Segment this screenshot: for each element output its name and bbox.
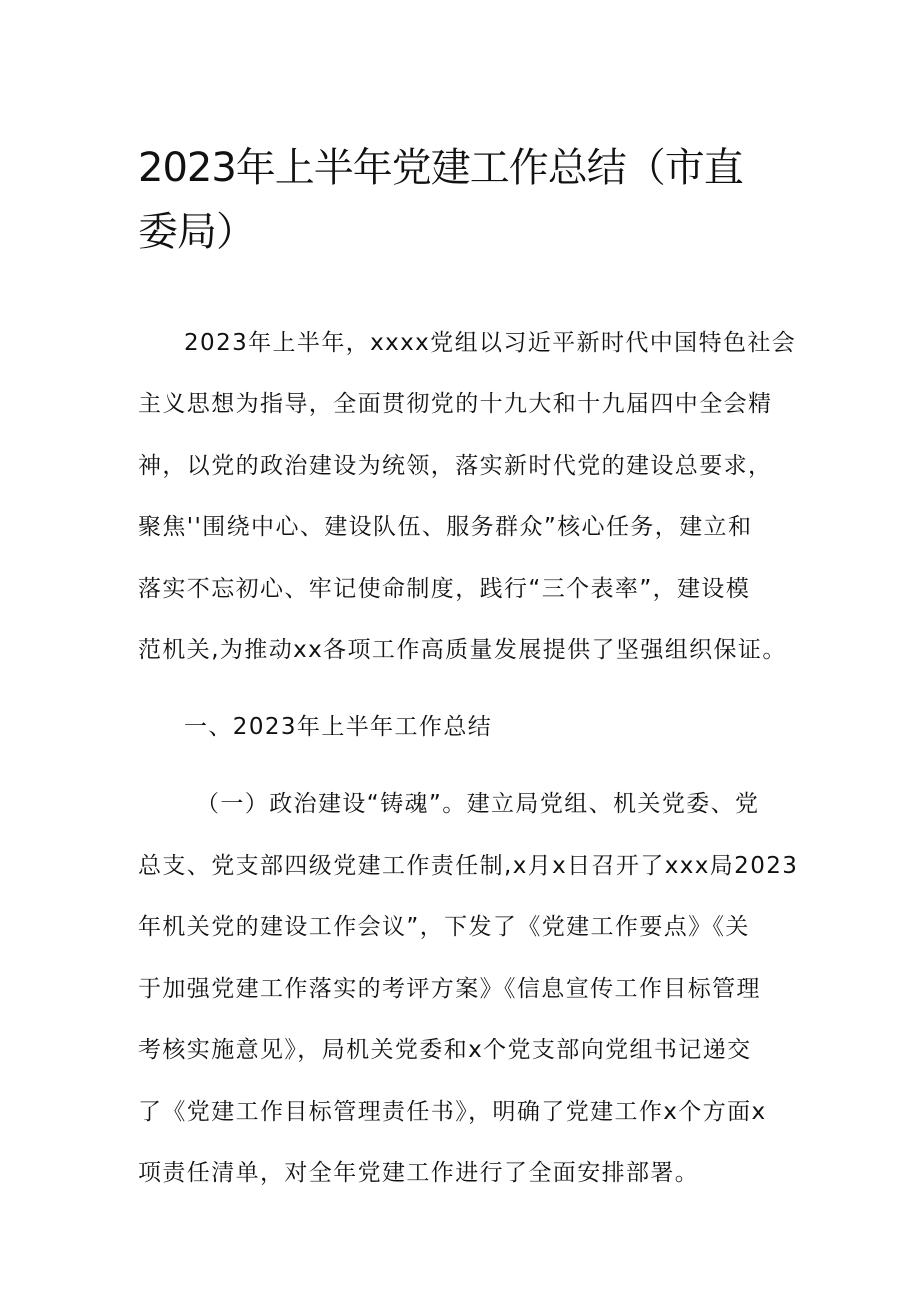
- section-heading: 一、2023年上半年工作总结: [184, 714, 493, 740]
- subsection-line-5: 考核实施意见》，局机关党委和x个党支部向党组书记递交: [138, 1037, 752, 1063]
- intro-line-2: 主义思想为指导，全面贯彻党的十九大和十九届四中全会精: [138, 391, 773, 417]
- title-line-2: 委局）: [138, 209, 255, 255]
- intro-line-6: 范机关,为推动xx各项工作高质量发展提供了坚强组织保证。: [138, 637, 787, 663]
- title-line-1: 2023年上半年党建工作总结（市直: [138, 145, 743, 191]
- document-title: [138, 136, 798, 264]
- intro-line-3: 神，以党的政治建设为统领，落实新时代党的建设总要求，: [138, 453, 773, 479]
- subsection-line-4: 于加强党建工作落实的考评方案》《信息宣传工作目标管理: [138, 976, 761, 1002]
- intro-line-5: 落实不忘初心、牢记使命制度，践行“三个表率”，建设模: [138, 576, 751, 602]
- subsection-line-3: 年机关党的建设工作会议”，下发了《党建工作要点》《关: [138, 914, 750, 940]
- intro-line-4: 聚焦''围绕中心、建设队伍、服务群众”核心任务，建立和: [138, 514, 753, 540]
- intro-line-1: 2023年上半年，xxxx党组以习近平新时代中国特色社会: [184, 330, 797, 356]
- subsection-line-1: （一）政治建设“铸魂”。建立局党组、机关党委、党: [196, 791, 760, 817]
- subsection-line-6: 了《党建工作目标管理责任书》，明确了党建工作x个方面x: [138, 1099, 767, 1125]
- subsection-line-2: 总支、党支部四级党建工作责任制,x月x日召开了xxx局2023: [138, 853, 799, 879]
- subsection-line-7: 项责任清单，对全年党建工作进行了全面安排部署。: [138, 1160, 700, 1186]
